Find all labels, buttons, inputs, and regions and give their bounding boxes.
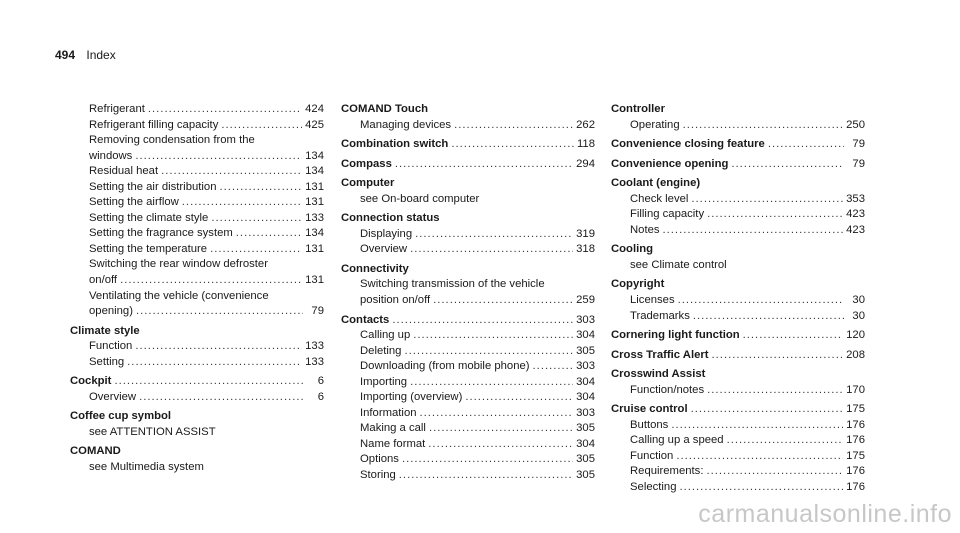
page-ref[interactable]: 134 (305, 149, 324, 162)
index-subentry (611, 433, 865, 449)
page-ref[interactable]: 133 (305, 355, 324, 368)
entry-text: Overview (89, 390, 137, 403)
leader-dots (135, 149, 302, 165)
page-ref[interactable]: 259 (576, 294, 595, 307)
leader-dots (135, 339, 302, 355)
index-subentry (70, 149, 324, 165)
index-subentry (70, 195, 324, 211)
entry-text: Refrigerant (89, 103, 145, 115)
entry-text: opening) (89, 305, 133, 318)
leader-dots (210, 242, 302, 258)
entry-heading: Combination switch (341, 138, 449, 151)
leader-dots (161, 164, 302, 180)
index-subentry (70, 102, 324, 118)
page-ref[interactable]: 131 (305, 274, 324, 287)
index-entry-comand-touch (341, 102, 595, 133)
index-subentry (341, 227, 595, 243)
leader-dots (768, 137, 844, 153)
page-ref[interactable]: 318 (576, 243, 595, 256)
leader-dots (663, 223, 844, 239)
entry-heading: COMAND Touch (341, 103, 429, 115)
index-heading-line (611, 157, 865, 173)
index-column-1 (70, 102, 324, 476)
entry-text: Requirements: (630, 465, 704, 478)
entry-heading: Contacts (341, 313, 390, 326)
see-reference[interactable]: see ATTENTION ASSIST (89, 425, 216, 438)
index-heading-line (70, 374, 324, 390)
index-entry-convenience-opening (611, 157, 865, 173)
index-column-3 (611, 102, 865, 496)
index-entry-cornering-light (611, 328, 865, 344)
leader-dots (114, 374, 303, 390)
page-ref[interactable]: 208 (846, 348, 865, 361)
entry-text: Information (360, 406, 417, 419)
index-entry-contacts (341, 313, 595, 484)
entry-heading: Coffee cup symbol (70, 410, 172, 423)
see-reference[interactable]: see On-board computer (360, 192, 480, 205)
page-number: 494 (55, 48, 76, 62)
entry-text-line: Ventilating the vehicle (convenience (89, 289, 269, 302)
entry-text: on/off (89, 274, 118, 287)
index-subentry (70, 355, 324, 371)
page-ref[interactable]: 423 (846, 223, 865, 236)
leader-dots (679, 480, 843, 496)
leader-dots (731, 157, 844, 173)
page-ref[interactable]: 133 (305, 340, 324, 353)
section-title: Index (86, 48, 116, 62)
leader-dots (420, 406, 574, 422)
entry-text: Overview (360, 243, 408, 256)
page-ref[interactable]: 131 (305, 242, 324, 255)
page-ref[interactable]: 118 (576, 138, 595, 151)
page-ref[interactable]: 133 (305, 211, 324, 224)
entry-heading: Connection status (341, 212, 440, 225)
leader-dots (399, 468, 573, 484)
index-subentry (341, 328, 595, 344)
leader-dots (392, 313, 573, 329)
entry-text: Importing (overview) (360, 391, 463, 404)
entry-heading: Cornering light function (611, 329, 740, 342)
entry-text: Setting (89, 355, 125, 368)
page-ref[interactable]: 305 (576, 469, 595, 482)
index-entry-crosswind-assist (611, 367, 865, 398)
index-subentry (70, 273, 324, 289)
entry-text-line: Removing condensation from the (89, 134, 255, 147)
leader-dots (678, 293, 844, 309)
leader-dots (454, 118, 573, 134)
leader-dots (727, 433, 844, 449)
leader-dots (533, 359, 574, 375)
entry-text: Trademarks (630, 309, 690, 322)
page-ref[interactable]: 6 (317, 390, 324, 403)
entry-heading: Cross Traffic Alert (611, 348, 709, 361)
page-ref[interactable]: 423 (846, 208, 865, 221)
entry-text: Refrigerant filling capacity (89, 118, 219, 131)
leader-dots (707, 207, 843, 223)
index-entry-convenience-closing (611, 137, 865, 153)
entry-heading: Connectivity (341, 262, 409, 275)
leader-dots (428, 437, 573, 453)
entry-heading: Controller (611, 103, 665, 115)
index-subentry (611, 480, 865, 496)
index-subentry (611, 309, 865, 325)
entry-text: position on/off (360, 294, 431, 307)
entry-heading: Copyright (611, 278, 665, 291)
entry-text: Setting the temperature (89, 242, 208, 255)
entry-text: Operating (630, 118, 680, 131)
page-ref[interactable]: 131 (305, 196, 324, 209)
leader-dots (706, 464, 843, 480)
index-subentry (611, 418, 865, 434)
entry-text: Filling capacity (630, 208, 705, 221)
index-heading-line (341, 313, 595, 329)
leader-dots (693, 309, 844, 325)
entry-text: Function (89, 340, 133, 353)
leader-dots (221, 118, 302, 134)
entry-text: Deleting (360, 344, 402, 357)
entry-text: Name format (360, 437, 426, 450)
index-subentry (341, 118, 595, 134)
page-ref[interactable]: 304 (576, 375, 595, 388)
leader-dots (451, 137, 574, 153)
index-entry-compass (341, 157, 595, 173)
page-ref[interactable]: 134 (305, 227, 324, 240)
index-entry-cruise-control (611, 402, 865, 495)
page-ref[interactable]: 175 (846, 449, 865, 462)
leader-dots (404, 344, 573, 360)
page-ref[interactable]: 262 (576, 118, 595, 131)
leader-dots (236, 226, 302, 242)
entry-text: Check level (630, 192, 689, 205)
page-ref[interactable]: 79 (311, 305, 324, 318)
index-entry-coffee-cup (70, 409, 324, 440)
leader-dots (410, 375, 573, 391)
entry-text: Setting the climate style (89, 211, 209, 224)
leader-dots (683, 118, 844, 134)
index-entry-coolant (611, 176, 865, 238)
entry-text: Function/notes (630, 383, 705, 396)
leader-dots (413, 328, 573, 344)
index-subentry (70, 242, 324, 258)
index-entry-comand (70, 444, 324, 475)
index-entry-controller (611, 102, 865, 133)
page-ref[interactable]: 120 (846, 329, 865, 342)
leader-dots (433, 293, 573, 309)
entry-heading: Climate style (70, 324, 140, 337)
index-entry (70, 102, 324, 320)
index-subentry (70, 118, 324, 134)
entry-text: Licenses (630, 294, 675, 307)
entry-text: Displaying (360, 227, 413, 240)
index-entry-combination-switch (341, 137, 595, 153)
index-subentry (70, 226, 324, 242)
index-entry-cooling (611, 242, 865, 273)
leader-dots (139, 390, 303, 406)
index-entry-computer (341, 176, 595, 207)
entry-text: Notes (630, 223, 660, 236)
entry-heading: COMAND (70, 445, 121, 458)
entry-text: Setting the fragrance system (89, 227, 233, 240)
entry-text: Setting the air distribution (89, 180, 217, 193)
page-ref[interactable]: 303 (576, 406, 595, 419)
index-subentry (70, 180, 324, 196)
page-ref[interactable]: 176 (846, 434, 865, 447)
page-ref[interactable]: 131 (305, 180, 324, 193)
index-entry-cockpit (70, 374, 324, 405)
index-subentry (70, 304, 324, 320)
index-heading-line (611, 328, 865, 344)
leader-dots (402, 452, 573, 468)
entry-heading: Computer (341, 177, 395, 190)
page-ref[interactable]: 305 (576, 453, 595, 466)
page-ref[interactable]: 30 (852, 309, 865, 322)
page-ref[interactable]: 170 (846, 383, 865, 396)
page-ref[interactable]: 304 (576, 437, 595, 450)
entry-text: Managing devices (360, 118, 452, 131)
index-subentry (611, 223, 865, 239)
index-entry-connectivity (341, 262, 595, 309)
index-subentry (341, 293, 595, 309)
index-heading-line (611, 137, 865, 153)
index-subentry (341, 437, 595, 453)
leader-dots (219, 180, 302, 196)
index-subentry (341, 344, 595, 360)
index-subentry (341, 468, 595, 484)
entry-text: Making a call (360, 422, 426, 435)
index-subentry (341, 359, 595, 375)
index-entry-connection-status (341, 211, 595, 258)
leader-dots (671, 418, 843, 434)
page-ref[interactable]: 305 (576, 422, 595, 435)
index-subentry (341, 452, 595, 468)
index-heading-line (611, 402, 865, 418)
index-subentry (70, 339, 324, 355)
index-subentry (611, 207, 865, 223)
index-subentry (70, 390, 324, 406)
entry-text-line: Switching the rear window defroster (89, 258, 268, 271)
page-ref[interactable]: 303 (576, 360, 595, 373)
page-ref[interactable]: 134 (305, 165, 324, 178)
page-ref[interactable]: 303 (576, 313, 595, 326)
page-ref[interactable]: 6 (317, 375, 324, 388)
entry-text: Importing (360, 375, 408, 388)
leader-dots (395, 157, 573, 173)
leader-dots (465, 390, 573, 406)
page-ref[interactable]: 294 (576, 157, 595, 170)
entry-heading: Crosswind Assist (611, 368, 706, 381)
entry-text-line: Switching transmission of the vehicle (360, 278, 545, 291)
page-header (55, 48, 116, 62)
page-ref[interactable]: 176 (846, 481, 865, 494)
index-subentry (611, 192, 865, 208)
page-ref[interactable]: 30 (852, 294, 865, 307)
entry-text: Setting the airflow (89, 196, 179, 209)
entry-text: Calling up (360, 329, 411, 342)
leader-dots (691, 192, 843, 208)
watermark: carmanualsonline.info (698, 500, 952, 528)
index-heading-line (611, 348, 865, 364)
leader-dots (676, 449, 843, 465)
leader-dots (120, 273, 302, 289)
entry-heading: Compass (341, 157, 392, 170)
entry-heading: Coolant (engine) (611, 177, 701, 190)
index-subentry (341, 421, 595, 437)
page-ref[interactable]: 79 (852, 157, 865, 170)
see-reference[interactable]: see Climate control (630, 258, 727, 271)
entry-text: Buttons (630, 418, 669, 431)
entry-text: Selecting (630, 481, 677, 494)
leader-dots (743, 328, 844, 344)
index-entry-climate-style (70, 324, 324, 371)
page-ref[interactable]: 305 (576, 344, 595, 357)
entry-text: Residual heat (89, 165, 159, 178)
leader-dots (691, 402, 844, 418)
leader-dots (148, 102, 302, 118)
index-subentry (341, 390, 595, 406)
entry-text: windows (89, 149, 133, 162)
index-subentry (611, 118, 865, 134)
page-ref[interactable]: 176 (846, 418, 865, 431)
index-subentry (611, 293, 865, 309)
index-heading-line (341, 157, 595, 173)
leader-dots (429, 421, 573, 437)
index-column-2 (341, 102, 595, 484)
entry-heading: Convenience opening (611, 157, 729, 170)
index-subentry (611, 464, 865, 480)
leader-dots (707, 383, 843, 399)
index-entry-copyright (611, 277, 865, 324)
index-subentry (341, 375, 595, 391)
entry-text: Calling up a speed (630, 434, 724, 447)
page-ref[interactable]: 304 (576, 391, 595, 404)
index-subentry (341, 406, 595, 422)
page-ref[interactable]: 425 (305, 118, 324, 131)
page-ref[interactable]: 319 (576, 227, 595, 240)
index-subentry (341, 242, 595, 258)
leader-dots (415, 227, 573, 243)
page-ref[interactable]: 353 (846, 192, 865, 205)
leader-dots (182, 195, 302, 211)
index-entry-cross-traffic-alert (611, 348, 865, 364)
page-ref[interactable]: 250 (846, 118, 865, 131)
index-subentry (611, 449, 865, 465)
page-ref[interactable]: 175 (846, 403, 865, 416)
page-ref[interactable]: 79 (852, 138, 865, 151)
entry-text: Storing (360, 469, 396, 482)
entry-heading: Cockpit (70, 375, 112, 388)
see-reference[interactable]: see Multimedia system (89, 461, 204, 474)
entry-text: Options (360, 453, 399, 466)
leader-dots (127, 355, 302, 371)
entry-heading: Convenience closing feature (611, 138, 765, 151)
index-subentry (70, 211, 324, 227)
leader-dots (136, 304, 303, 320)
entry-text: Function (630, 449, 674, 462)
entry-heading: Cruise control (611, 403, 688, 416)
leader-dots (712, 348, 844, 364)
entry-text: Downloading (from mobile phone) (360, 360, 530, 373)
page-ref[interactable]: 176 (846, 465, 865, 478)
page-ref[interactable]: 304 (576, 329, 595, 342)
leader-dots (211, 211, 302, 227)
leader-dots (410, 242, 573, 258)
index-heading-line (341, 137, 595, 153)
entry-heading: Cooling (611, 243, 654, 256)
index-subentry (611, 383, 865, 399)
page-ref[interactable]: 424 (305, 103, 324, 115)
index-subentry (70, 164, 324, 180)
